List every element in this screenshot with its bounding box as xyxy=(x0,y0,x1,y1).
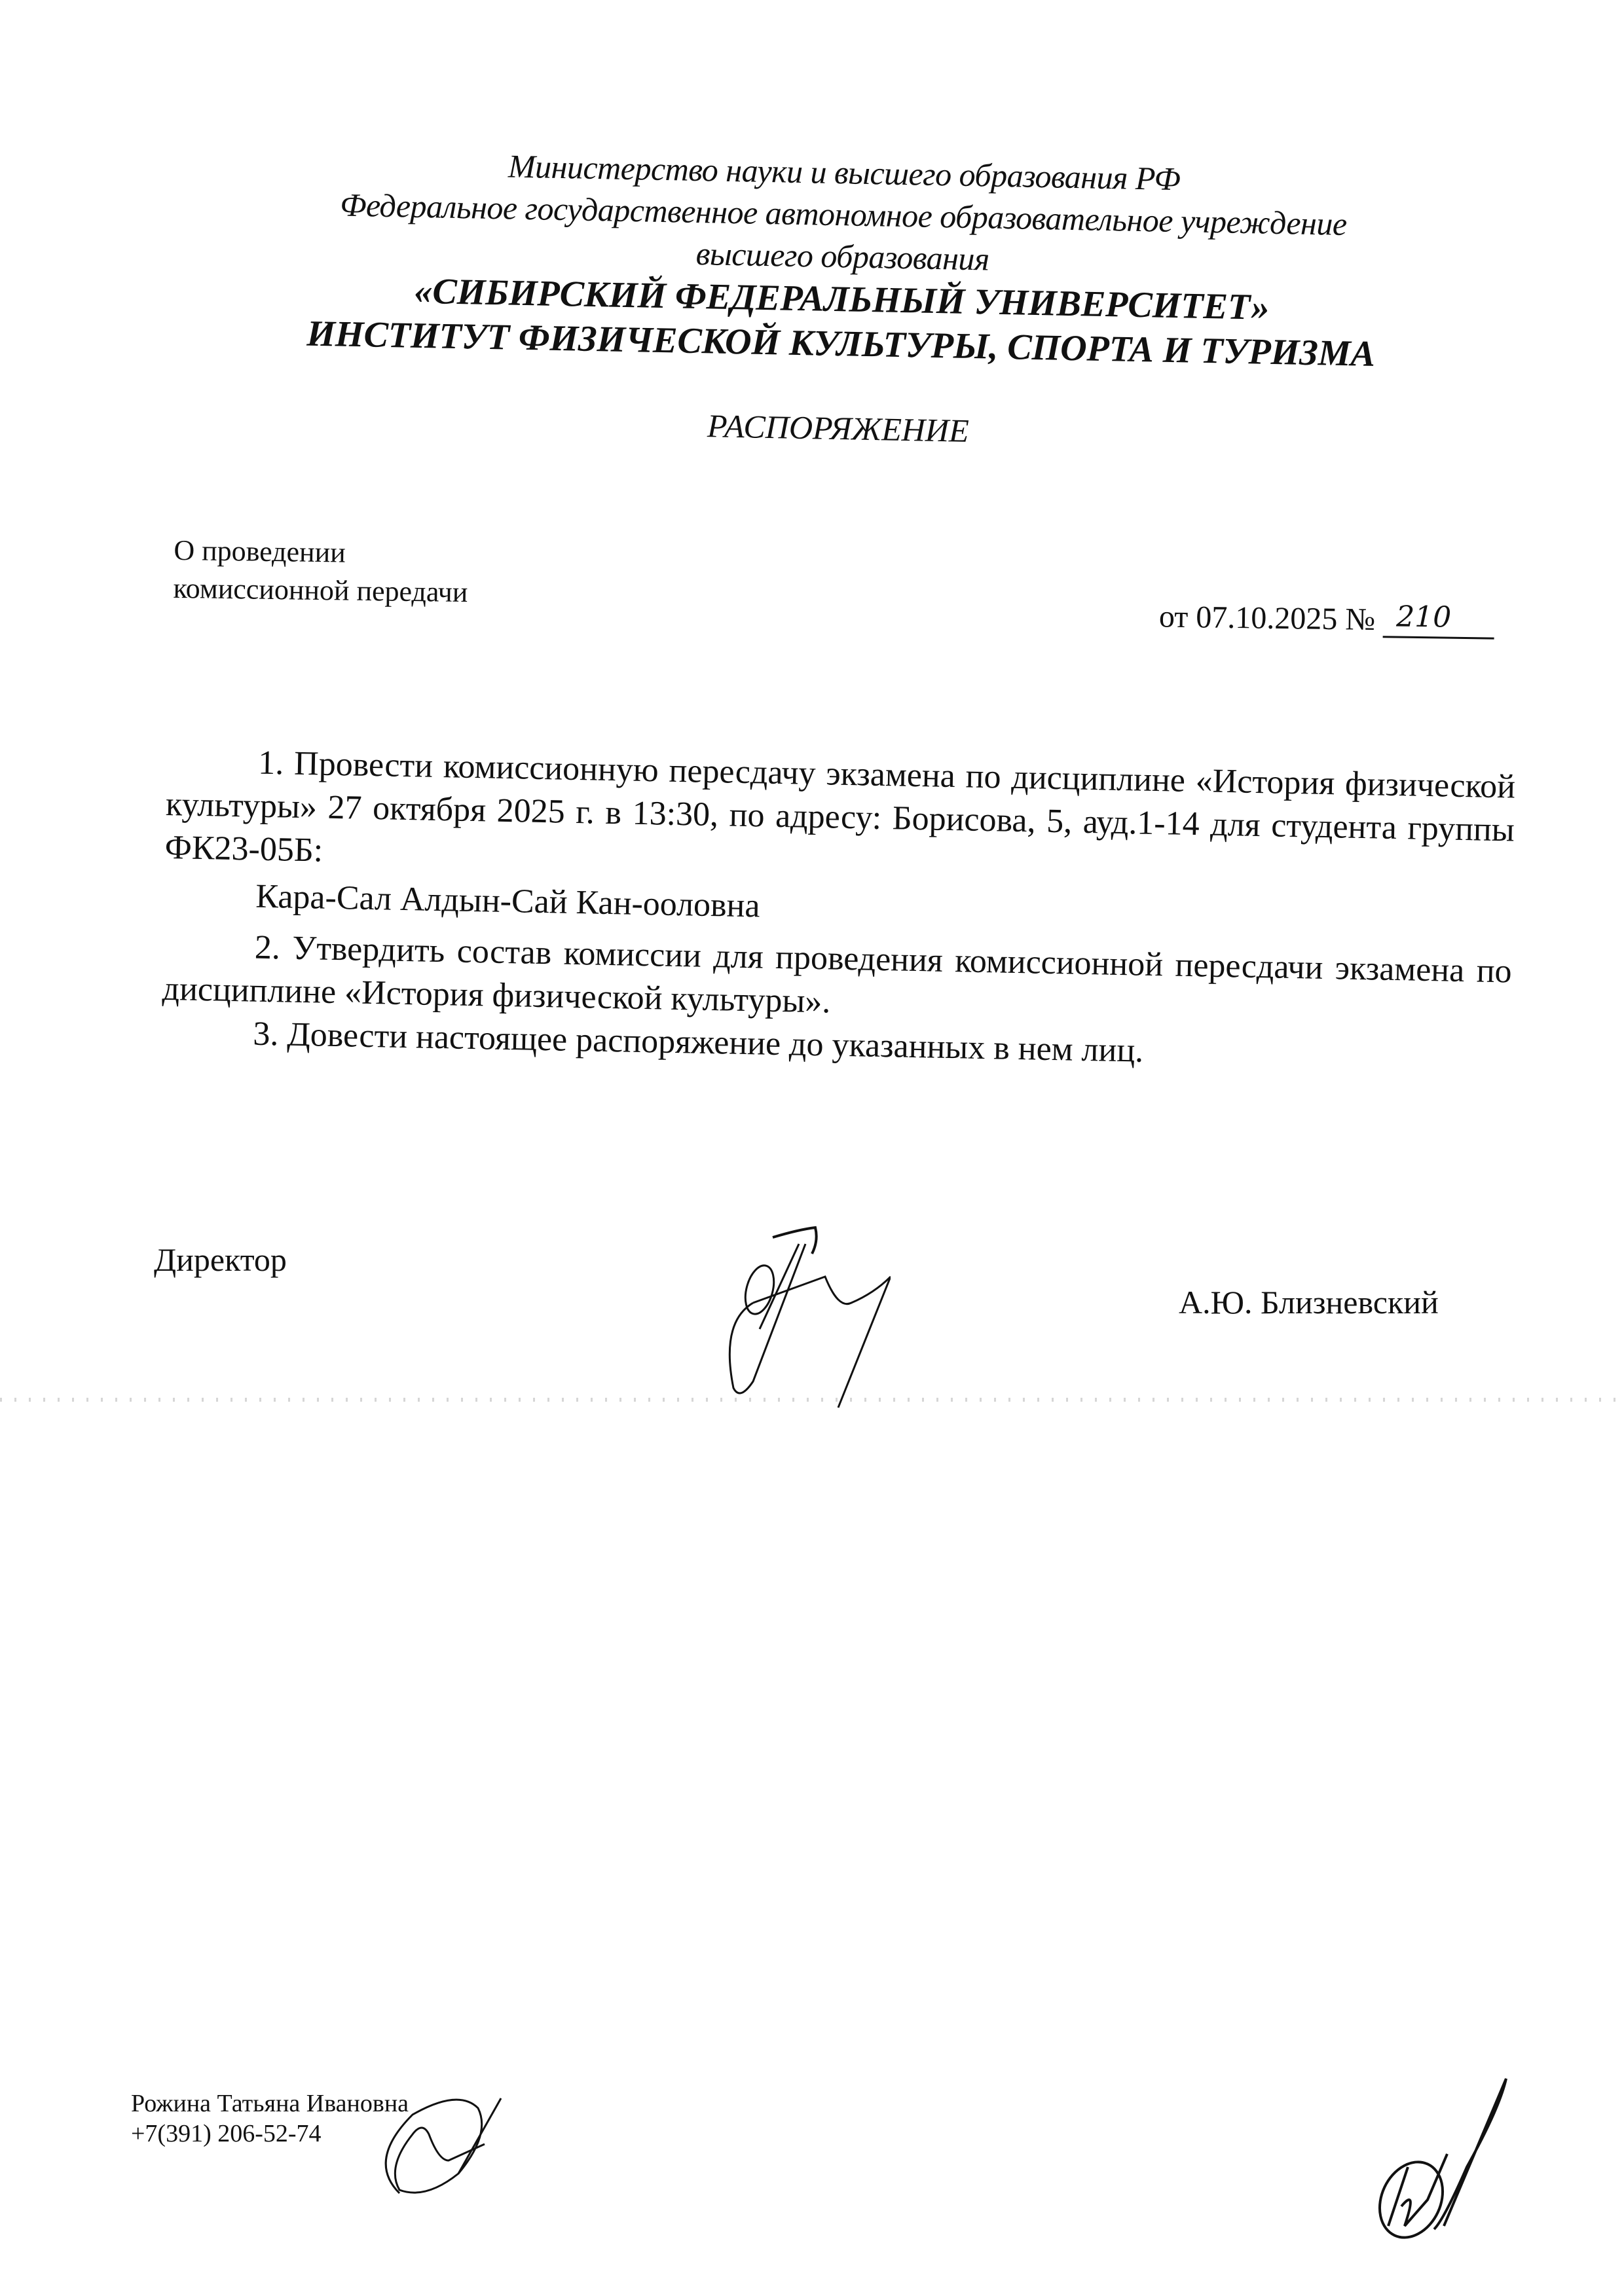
institution-type-line-2: высшего образования xyxy=(695,234,990,278)
contact-name: Рожина Татьяна Ивановна xyxy=(131,2090,409,2117)
document-type: РАСПОРЯЖЕНИЕ xyxy=(707,407,970,449)
subject-line-1: О проведении xyxy=(174,534,346,569)
signer-position: Директор xyxy=(154,1241,287,1278)
body-item-1: 1. Провести комиссионную пересдачу экзамена по дисциплине «История физической культуры» 27 октября 2025 г. в 13:30, по адресу: Борисова, 5, ауд.1-14 для студента группы ФК23-05Б: xyxy=(164,744,1516,869)
document-date: от 07.10.2025 № xyxy=(1158,599,1376,638)
document-number: 210 xyxy=(1395,600,1452,634)
scan-artifact-line xyxy=(0,1398,1624,1402)
university-name: «СИБИРСКИЙ ФЕДЕРАЛЬНЫЙ УНИВЕРСИТЕТ» xyxy=(413,270,1270,328)
director-signature xyxy=(694,1205,891,1414)
document-number-field xyxy=(1383,600,1495,639)
ministry-name: Министерство науки и высшего образования РФ xyxy=(507,147,1181,198)
subject-line-2: комиссионной передачи xyxy=(173,572,468,609)
student-name: Кара-Сал Алдын-Сай Кан-ооловна xyxy=(255,877,761,925)
body-item-3: 3. Довести настоящее распоряжение до указанных в нем лиц. xyxy=(252,1015,1144,1070)
contact-info xyxy=(131,2088,409,2149)
approval-initials xyxy=(1369,2069,1519,2239)
letterhead xyxy=(284,141,1401,377)
institute-name: ИНСТИТУТ ФИЗИЧЕСКОЙ КУЛЬТУРЫ, СПОРТА И ТУРИЗМА xyxy=(306,313,1376,374)
institution-type-line-1: Федеральное государственное автономное образовательное учреждение xyxy=(339,186,1348,243)
signer-name: А.Ю. Близневский xyxy=(1179,1284,1439,1321)
contact-signature xyxy=(373,2088,544,2219)
document-subject xyxy=(173,532,468,611)
contact-phone: +7(391) 206-52-74 xyxy=(131,2120,322,2147)
signature-block xyxy=(0,1192,1624,1440)
document-date-number xyxy=(1159,598,1495,639)
document-body xyxy=(161,740,1516,1080)
body-item-2: 2. Утвердить состав комиссии для проведения комиссионной пересдачи экзамена по дисциплине «История физической культуры». xyxy=(162,928,1513,1021)
